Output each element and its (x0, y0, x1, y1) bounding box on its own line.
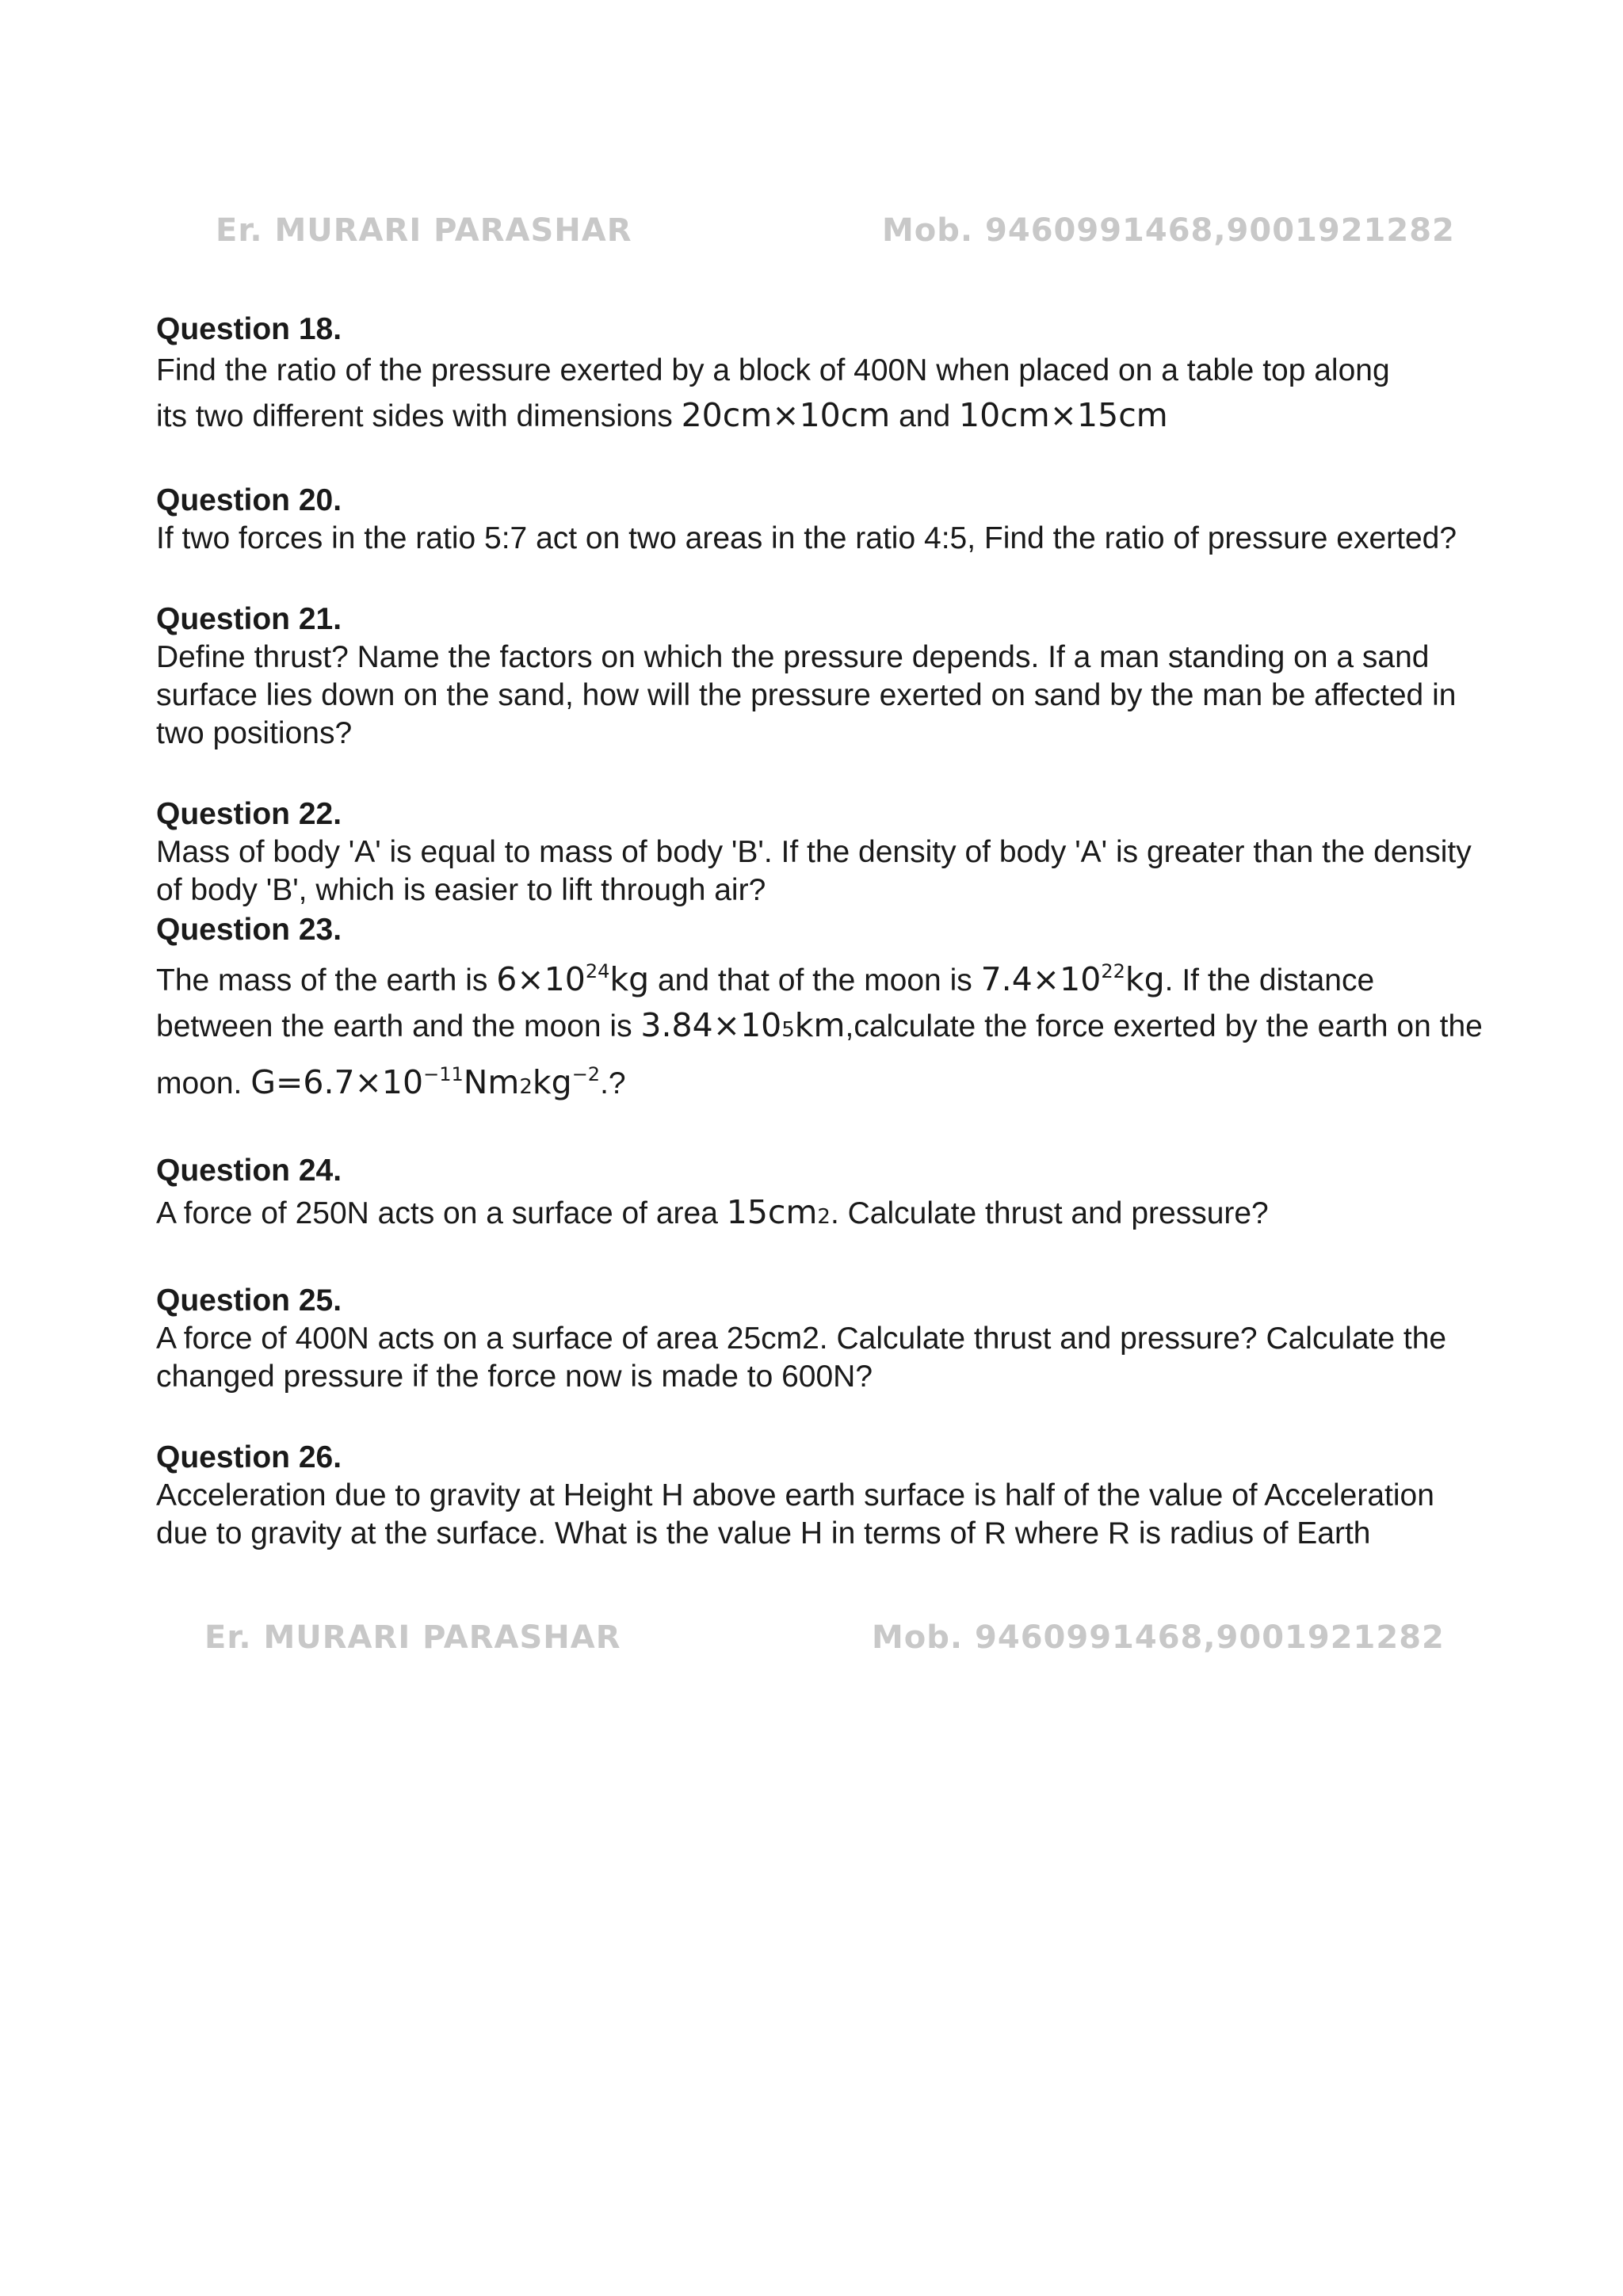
question-title: Question 24. (156, 1154, 342, 1188)
question-text-part: .? (600, 1066, 626, 1100)
question-text: Acceleration due to gravity at Height H above earth surface is half of the value of Acceleration due to gravity at the surface. What is the value H in terms of R where R is radius of Earth (156, 1478, 1434, 1550)
question-text (156, 349, 1487, 439)
question-text-part: . If the distance between the earth and the moon is (156, 963, 1375, 1043)
question-text-part: A force of 250N acts on a surface of area (156, 1196, 727, 1230)
question-text: If two forces in the ratio 5:7 act on two areas in the ratio 4:5, Find the ratio of pressure exerted? (156, 521, 1457, 555)
question-text-part: Find the ratio of the pressure exerted by a block of 400N when placed on a table top along (156, 353, 1390, 387)
math-unit: kg (609, 960, 650, 998)
math-exponent: −11 (423, 1063, 464, 1085)
math-exponent: 24 (585, 960, 610, 982)
question-26 (156, 1439, 1487, 1553)
question-title: Question 25. (156, 1283, 342, 1318)
question-text-part: The mass of the earth is (156, 963, 497, 997)
question-title: Question 18. (156, 312, 342, 346)
question-list (156, 311, 1487, 1596)
author-phone: Mob. 9460991468,9001921282 (872, 1619, 1445, 1656)
math-exponent: 22 (1101, 960, 1125, 982)
footer-watermark (0, 1619, 1623, 1667)
math-base: G=6.7×10 (250, 1063, 424, 1101)
question-text-part: . Calculate thrust and pressure? (830, 1196, 1269, 1230)
question-text-part: and that of the moon is (649, 963, 981, 997)
math-unit: kg (532, 1063, 572, 1101)
math-unit: kg (1125, 960, 1165, 998)
question-text: A force of 400N acts on a surface of area 25cm2. Calculate thrust and pressure? Calculate the changed pressure if the force now is made to 600N? (156, 1322, 1447, 1394)
question-text: Mass of body 'A' is equal to mass of body 'B'. If the density of body 'A' is greater than the density of body 'B', which is easier to lift through air? (156, 835, 1472, 907)
question-title: Question 20. (156, 483, 342, 517)
math-exponent: 2 (817, 1205, 831, 1229)
math-exponent: −2 (571, 1063, 601, 1085)
question-title: Question 22. (156, 797, 342, 831)
question-text-part: and (890, 399, 960, 433)
question-24 (156, 1152, 1487, 1239)
question-21 (156, 601, 1487, 753)
math-base: 6×10 (496, 960, 586, 998)
math-gravitational-constant (250, 1063, 600, 1101)
math-base: 7.4×10 (980, 960, 1102, 998)
author-name: Er. MURARI PARASHAR (204, 1619, 621, 1656)
header-watermark (0, 212, 1623, 260)
math-moon-mass (981, 960, 1165, 998)
math-exponent: 2 (519, 1075, 533, 1099)
question-title: Question 23. (156, 913, 342, 947)
math-dimension: 10cm×15cm (959, 396, 1168, 434)
math-base: 15cm (726, 1193, 818, 1231)
question-18 (156, 311, 1487, 439)
question-25 (156, 1282, 1487, 1396)
question-text (156, 1190, 1487, 1239)
math-distance (640, 1006, 845, 1044)
math-unit: km (794, 1006, 846, 1044)
question-text-part: ,calculate the force exerted by the earth on the moon. (156, 1009, 1483, 1100)
question-20 (156, 482, 1487, 558)
math-unit: Nm (463, 1063, 520, 1101)
author-phone: Mob. 9460991468,9001921282 (882, 212, 1455, 249)
math-area (727, 1193, 831, 1231)
question-title: Question 21. (156, 602, 342, 636)
math-base: 3.84×10 (640, 1006, 782, 1044)
author-name: Er. MURARI PARASHAR (216, 212, 632, 249)
question-22 (156, 795, 1487, 910)
math-exponent: 5 (781, 1018, 795, 1042)
question-text (156, 949, 1487, 1109)
math-dimension: 20cm×10cm (681, 396, 891, 434)
question-text: Define thrust? Name the factors on which the pressure depends. If a man standing on a sand surface lies down on the sand, how will the pressure exerted on sand by the man be affected in two positions? (156, 640, 1457, 750)
question-title: Question 26. (156, 1440, 342, 1474)
question-text-part: its two different sides with dimensions (156, 399, 682, 433)
math-earth-mass (496, 960, 649, 998)
question-23 (156, 911, 1487, 1109)
